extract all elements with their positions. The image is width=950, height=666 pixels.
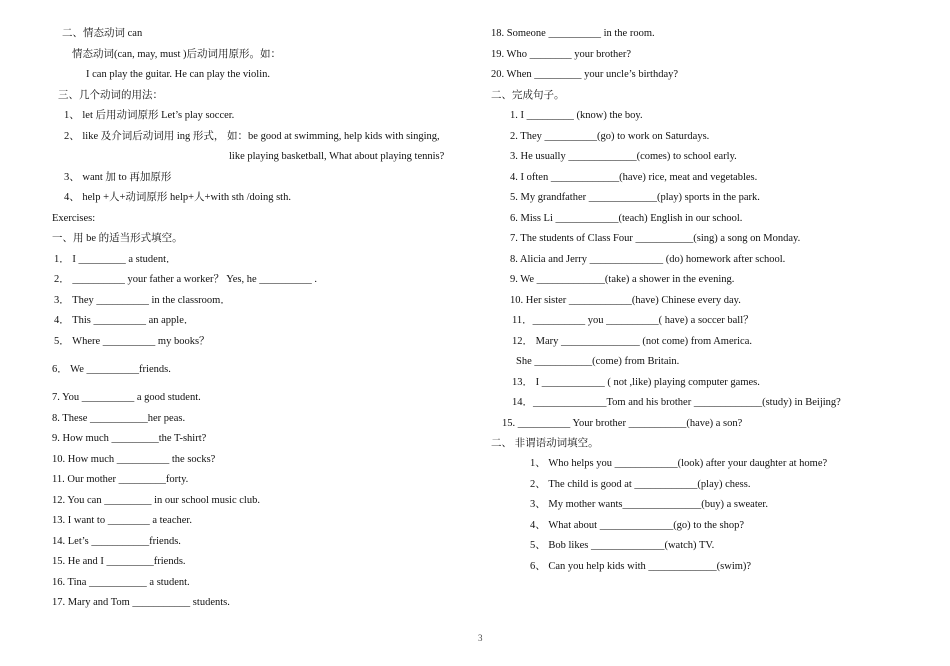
page-number: 3 [478, 633, 483, 643]
sentence-item: 11．__________ you __________( have) a soccer ball？ [512, 315, 754, 326]
exercise-item: 4． This __________ an apple． [54, 315, 195, 326]
exercise-item: 1． I _________ a student． [54, 254, 177, 265]
exercise-item: 5． Where __________ my books？ [54, 336, 210, 347]
section2-title: 二、情态动词 can [62, 28, 143, 39]
sentence-item: 13． I ____________ ( not ,like) playing computer games. [512, 377, 760, 388]
usage-item: 4、 help +人+动词原形 help+人+with sth /doing sth. [64, 192, 291, 203]
nonfinite-item: 1、 Who helps you ____________(look) after your daughter at home? [530, 458, 828, 469]
exercises-label: Exercises: [52, 213, 96, 224]
exercise-item: 9. How much _________the T-shirt? [52, 433, 207, 444]
part1-title: 一、用 be 的适当形式填空。 [52, 233, 183, 244]
exercise-item: 6． We __________friends. [52, 364, 171, 375]
sentence-item-continued: She ___________(come) from Britain. [516, 356, 680, 367]
exercise-item: 19. Who ________ your brother? [491, 49, 632, 60]
section2-rule: 情态动词(can, may, must )后动词用原形。如： [72, 49, 282, 60]
sentence-item: 5. My grandfather _____________(play) sports in the park. [510, 192, 760, 203]
nonfinite-item: 5、 Bob likes ______________(watch) TV. [530, 540, 715, 551]
sentence-item: 6. Miss Li ____________(teach) English in our school. [510, 213, 743, 224]
sentence-item: 7. The students of Class Four ___________(sing) a song on Monday. [510, 233, 801, 244]
exercise-item: 11. Our mother _________forty. [52, 474, 189, 485]
exercise-item: 7. You __________ a good student. [52, 392, 201, 403]
sentence-item: 4. I often _____________(have) rice, meat and vegetables. [510, 172, 758, 183]
sentence-item: 8. Alicia and Jerry ______________ (do) homework after school. [510, 254, 786, 265]
sentence-item: 2. They __________(go) to work on Saturdays. [510, 131, 710, 142]
usage-item-continued: like playing basketball, What about playing tennis? [229, 151, 445, 162]
part2-title: 二、完成句子。 [491, 90, 565, 101]
sentence-item: 12． Mary _______________ (not come) from America. [512, 336, 752, 347]
exercise-item: 10. How much __________ the socks? [52, 454, 216, 465]
exercise-item: 18. Someone __________ in the room. [491, 28, 655, 39]
exercise-item: 16. Tina ___________ a student. [52, 577, 190, 588]
exercise-item: 12. You can _________ in our school music club. [52, 495, 260, 506]
section2-example: I can play the guitar. He can play the violin. [86, 69, 270, 80]
sentence-item: 3. He usually _____________(comes) to school early. [510, 151, 737, 162]
usage-item: 2、 like 及介词后动词用 ing 形式， 如：be good at swimming, help kids with singing, [64, 131, 440, 142]
part3-title: 二、 非谓语动词填空。 [491, 438, 599, 449]
exercise-item: 15. He and I _________friends. [52, 556, 186, 567]
sentence-item: 1. I _________ (know) the boy. [510, 110, 643, 121]
sentence-item: 10. Her sister ____________(have) Chinese every day. [510, 295, 741, 306]
nonfinite-item: 6、 Can you help kids with _____________(swim)? [530, 561, 752, 572]
sentence-item: 9. We _____________(take) a shower in the evening. [510, 274, 735, 285]
exercise-item: 2． __________ your father a worker？ Yes, he __________ . [54, 274, 318, 285]
exercise-item: 13. I want to ________ a teacher. [52, 515, 192, 526]
exercise-item: 8. These ___________her peas. [52, 413, 186, 424]
exercise-item: 3． They __________ in the classroom． [54, 295, 231, 306]
sentence-item: 14．______________Tom and his brother _____________(study) in Beijing? [512, 397, 841, 408]
nonfinite-item: 4、 What about ______________(go) to the shop? [530, 520, 745, 531]
section3-title: 三、几个动词的用法： [58, 90, 163, 101]
nonfinite-item: 3、 My mother wants_______________(buy) a sweater. [530, 499, 768, 510]
usage-item: 3、 want 加 to 再加原形 [64, 172, 172, 183]
sentence-item: 15. __________ Your brother ___________(have) a son? [502, 418, 743, 429]
usage-item: 1、 let 后用动词原形 Let’s play soccer. [64, 110, 235, 121]
exercise-item: 20. When _________ your uncle’s birthday? [491, 69, 679, 80]
nonfinite-item: 2、 The child is good at ____________(play) chess. [530, 479, 751, 490]
exercise-item: 14. Let’s ___________friends. [52, 536, 181, 547]
exercise-item: 17. Mary and Tom ___________ students. [52, 597, 230, 608]
